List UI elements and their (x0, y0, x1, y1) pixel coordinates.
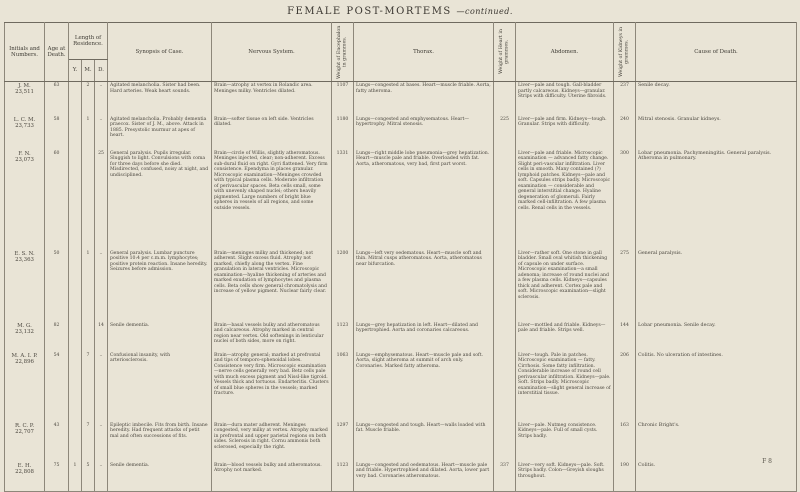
cell-kidney-weight: 300 (614, 150, 636, 250)
cell-y (69, 352, 82, 422)
cell-m: 7 (82, 352, 95, 422)
col-header-days: D. (95, 59, 108, 81)
cell-synopsis: Agitated melancholia. Sister had been. Hard arteries. Weak heart sounds. (108, 82, 212, 116)
cell-initials-number (5, 82, 45, 116)
cell-heart-weight (494, 250, 516, 322)
patient-number: 23,073 (15, 156, 34, 163)
cell-abdomen: Liver—very soft. Kidneys—pale. Soft. Strips badly. Colon—Greyish sloughs throughout. (516, 462, 614, 492)
cell-initials-number (5, 116, 45, 150)
cell-age: 63 (45, 82, 69, 116)
cell-nervous: Brain—basal vessels bulky and atheromatous and calcareous. Atrophy marked in central region near vertex. Old softenings in lenticular nuclei of both sides, more on right. (212, 322, 332, 352)
cell-heart-weight: 225 (494, 116, 516, 150)
cell-kidney-weight: 144 (614, 322, 636, 352)
col-header-kidney-weight (614, 23, 636, 82)
cell-thorax: Lungs—grey hepatization in left. Heart—dilated and hypertrophied. Aorta and coronaries calcareous. (354, 322, 494, 352)
header-row-1 (5, 23, 797, 60)
cell-synopsis: Senile dementia. (108, 322, 212, 352)
cell-cause: General paralysis. (636, 250, 797, 322)
kidney-weight-label: Weight of Kidneys in grammes. (619, 26, 630, 78)
page-title (0, 6, 800, 17)
cell-nervous: Brain—atrophy at vertex in Rolandic area. Meninges milky. Ventricles dilated. (212, 82, 332, 116)
cell-cause: Lobar pneumonia. Pachymeningitis. General paralysis. Atheroma in pulmonary. (636, 150, 797, 250)
heart-weight-label: Weight of Heart in grammes. (499, 29, 510, 75)
cell-synopsis: Agitated melancholia. Probably dementia praecox. Sister of J. M., above. Attack in 1885. Presystolic murmur at apex of heart. (108, 116, 212, 150)
col-header-initials: Initials and Numbers. (5, 23, 45, 82)
cell-age: 50 (45, 250, 69, 322)
cell-y (69, 150, 82, 250)
table-body (5, 82, 797, 492)
cell-nervous: Brain—circle of Willis, slightly atheromatous. Meninges injected, clear; non-adherent. Excess sub-dural fluid on right. Gyri flattened. Very firm consistence. Ependyma in places granular. Microscopic examination—Meninges crowded with typical plasma cells. Moderate infiltration of perivascular spaces. Beta cells small, some with unevenly shaped nuclei; others heavily pigmented. Large numbers of bright blue spheres in vessels of all regions, and some outside vessels. (212, 150, 332, 250)
cell-m (82, 322, 95, 352)
cell-abdomen: Liver—rather soft. One stone in gall bladder. Small oval whitish thickening of capsule on under surface. Microscopic examination—a small adenoma; increase of round nuclei and a few plasma cells. Kidneys—capsules thick and adherent. Cortex pale and soft. Microscopic examination—slight sclerosis. (516, 250, 614, 322)
cell-cause: Colitis. (636, 462, 797, 492)
col-header-abdomen: Abdomen. (516, 23, 614, 82)
patient-number: 23,132 (15, 328, 34, 335)
cell-m: 1 (82, 250, 95, 322)
cell-thorax: Lungs—right middle lobe pneumonia—grey hepatization. Heart—muscle pale and friable. Overloaded with fat. Aorta, atheromatous, very bad, first part worst. (354, 150, 494, 250)
cell-nervous: Brain—blood vessels bulky and atheromatous. Atrophy not marked. (212, 462, 332, 492)
patient-number: 22,808 (15, 468, 34, 475)
cell-initials-number (5, 422, 45, 462)
cell-nervous: Brain—meninges milky and thickened; not adherent. Slight excess fluid. Atrophy not marked, chiefly along the vertex. Fine granulation in lateral ventricles. Microscopic examination—hyaline thickening of arteries and marked exudation of lymphocytes and plasma cells. Beta cells show general chromatolysis and increase of yellow pigment. Nuclear fairly clear. (212, 250, 332, 322)
cell-initials-number (5, 250, 45, 322)
cell-y (69, 422, 82, 462)
cell-nervous: Brain—atrophy general; marked at prefrontal and tips of temporo-sphenoidal lobes. Consistence very firm. Microscopic examination—nerve cells generally very bad. Betz cells pale with much excess pigment and Nissl-like tigroid. Vessels thick and tortuous. Endarteritis. Clusters of small blue spheres in the vessels; marked fracture. (212, 352, 332, 422)
patient-initials: M. G. (17, 322, 32, 329)
col-header-cause: Cause of Death. (636, 23, 797, 82)
patient-initials: M. A. I. P. (11, 352, 38, 359)
cell-nervous: Brain—softer tissue on left side. Ventricles dilated. (212, 116, 332, 150)
cell-d: .. (95, 462, 108, 492)
col-header-length: Length of Residence. (69, 23, 108, 60)
cell-y (69, 322, 82, 352)
page-number: F 8 (762, 458, 772, 465)
cell-thorax: Lungs—congested at bases. Heart—muscle friable. Aorta, fatty atheroma. (354, 82, 494, 116)
cell-initials-number (5, 352, 45, 422)
cell-synopsis: Epileptic imbecile. Fits from birth. Insane heredity. Had frequent attacks of petit mal and often successions of fits. (108, 422, 212, 462)
cell-age: 60 (45, 150, 69, 250)
brain-weight-label: Weight of Encephalon in grammes. (337, 25, 348, 79)
cell-age: 82 (45, 322, 69, 352)
cell-synopsis: General paralysis. Lumbar puncture positive 10:4 per c.m.m. lymphocytes; positive protein reaction. Insane heredity. Seizures before admission. (108, 250, 212, 322)
cell-kidney-weight: 275 (614, 250, 636, 322)
cell-m: 5 (82, 462, 95, 492)
patient-number: 22,896 (15, 358, 34, 365)
cell-age: 75 (45, 462, 69, 492)
cell-heart-weight: 337 (494, 462, 516, 492)
cell-nervous: Brain—dura mater adherent. Meninges congested, very milky at vertex. Atrophy marked in prefrontal and upper parietal regions on both sides. Sclerosis in right. Cornu ammonis both sclerosed, especially the right. (212, 422, 332, 462)
cell-abdomen: Liver—pale. Nutmeg consistence. Kidneys—pale. Full of small cysts. Strips badly. (516, 422, 614, 462)
table-row (5, 82, 797, 116)
cell-abdomen: Liver—mottled and friable. Kidneys—pale and friable. Strips well. (516, 322, 614, 352)
cell-heart-weight (494, 422, 516, 462)
cell-brain-weight: 1180 (332, 116, 354, 150)
cell-m: 7 (82, 422, 95, 462)
col-header-age: Age at Death. (45, 23, 69, 82)
cell-synopsis: Confusional insanity, with arteriosclerosis. (108, 352, 212, 422)
cell-heart-weight (494, 352, 516, 422)
cell-cause: Colitis. No ulceration of intestines. (636, 352, 797, 422)
cell-d: 14 (95, 322, 108, 352)
cell-thorax: Lungs—emphysematous. Heart—muscle pale and soft. Aorta, slight atheroma at summit of arch only. Coronaries. Marked fatty atheroma. (354, 352, 494, 422)
cell-thorax: Lungs—congested and tough. Heart—walls loaded with fat. Muscle friable. (354, 422, 494, 462)
cell-heart-weight (494, 322, 516, 352)
col-header-synopsis: Synopsis of Case. (108, 23, 212, 82)
cell-thorax: Lungs—congested and emphysematous. Heart—hypertrophy. Mitral stenosis. (354, 116, 494, 150)
cell-y (69, 116, 82, 150)
cell-brain-weight: 1123 (332, 322, 354, 352)
cell-kidney-weight: 237 (614, 82, 636, 116)
cell-brain-weight: 1200 (332, 250, 354, 322)
cell-kidney-weight: 240 (614, 116, 636, 150)
cell-age: 43 (45, 422, 69, 462)
title-main: FEMALE POST-MORTEMS (287, 6, 452, 17)
table-row (5, 422, 797, 462)
cell-synopsis: Senile dementia. (108, 462, 212, 492)
table-row (5, 352, 797, 422)
cell-m: 1 (82, 116, 95, 150)
cell-abdomen: Liver—tough. Pale in patches. Microscopic examination — fatty. Cirrhosis. Some fatty infiltration. Considerable increase of round cell perivascular infiltration. Kidneys—pale. Soft. Strips badly. Microscopic examination—slight general increase of interstitial tissue. (516, 352, 614, 422)
cell-abdomen: Liver—pale and tough. Gall-bladder partly calcareous. Kidneys—granular. Strips with difficulty. Uterine fibroids. (516, 82, 614, 116)
cell-brain-weight: 1331 (332, 150, 354, 250)
col-header-months: M. (82, 59, 95, 81)
col-header-nervous: Nervous System. (212, 23, 332, 82)
cell-kidney-weight: 163 (614, 422, 636, 462)
cell-kidney-weight: 206 (614, 352, 636, 422)
table-row (5, 462, 797, 492)
table-row (5, 150, 797, 250)
cell-d: .. (95, 250, 108, 322)
patient-number: 23,511 (15, 89, 34, 96)
patient-initials: E. H. (17, 462, 32, 469)
cell-age: 58 (45, 116, 69, 150)
cell-d: .. (95, 116, 108, 150)
patient-number: 23,733 (15, 122, 34, 129)
cell-heart-weight (494, 82, 516, 116)
cell-initials-number (5, 150, 45, 250)
col-header-heart-weight (494, 23, 516, 82)
col-header-years: Y. (69, 59, 82, 81)
patient-number: 22,707 (15, 428, 34, 435)
cell-cause: Senile decay. (636, 82, 797, 116)
cell-cause: Chronic Bright's. (636, 422, 797, 462)
patient-initials: L. C. M. (13, 116, 36, 123)
patient-number: 23,363 (15, 256, 34, 263)
cell-thorax: Lungs—congested and oedematous. Heart—muscle pale and friable. Hypertrophied and dilated. Aorta, lower part very bad. Coronaries atheromatous. (354, 462, 494, 492)
cell-y: 1 (69, 462, 82, 492)
patient-initials: E. S. N. (14, 250, 35, 257)
cell-synopsis: General paralysis. Pupils irregular. Sluggish to light. Convulsions with coma for three days before she died. Misdirected, confused, noisy at night, and undisciplined. (108, 150, 212, 250)
cell-heart-weight (494, 150, 516, 250)
table-row (5, 322, 797, 352)
cell-initials-number (5, 322, 45, 352)
patient-initials: J. M. (18, 83, 31, 89)
cell-brain-weight: 1063 (332, 352, 354, 422)
patient-initials: F. N. (18, 150, 31, 157)
table-row (5, 250, 797, 322)
cell-d: 25 (95, 150, 108, 250)
cell-abdomen: Liver—pale and firm. Kidneys—tough. Granular. Strips with difficulty. (516, 116, 614, 150)
cell-abdomen: Liver—pale and friable. Microscopic examination — advanced fatty change. Slight peri-vascular infiltration. Liver cells in smooth. Many contained (?) lymphoid patches. Kidneys—pale and soft. Capsules strips badly. Microscopic examination — considerable and general interstitial change. Hyaline degeneration of glomeruli. Fairly marked cell-infiltration. A few plasma cells. Renal cells in the vessels. (516, 150, 614, 250)
cell-thorax: Lungs—left very oedematous. Heart—muscle soft and thin. Mitral cusps atheromatous. Aorta, atheromatous near bifurcation. (354, 250, 494, 322)
patient-initials: R. C. P. (14, 422, 35, 429)
cell-kidney-weight: 190 (614, 462, 636, 492)
cell-brain-weight: 1297 (332, 422, 354, 462)
cell-brain-weight: 1123 (332, 462, 354, 492)
title-suffix: —continued. (456, 7, 513, 16)
cell-initials-number (5, 462, 45, 492)
cell-m: 2 (82, 82, 95, 116)
cell-d: .. (95, 422, 108, 462)
col-header-thorax: Thorax. (354, 23, 494, 82)
cell-d: .. (95, 82, 108, 116)
cell-d: .. (95, 352, 108, 422)
cell-m (82, 150, 95, 250)
cell-y (69, 82, 82, 116)
cell-brain-weight: 1107 (332, 82, 354, 116)
col-header-brain-weight (332, 23, 354, 82)
post-mortem-table (4, 22, 797, 492)
cell-y (69, 250, 82, 322)
table-row (5, 116, 797, 150)
cell-cause: Lobar pneumonia. Senile decay. (636, 322, 797, 352)
cell-cause: Mitral stenosis. Granular kidneys. (636, 116, 797, 150)
cell-age: 54 (45, 352, 69, 422)
